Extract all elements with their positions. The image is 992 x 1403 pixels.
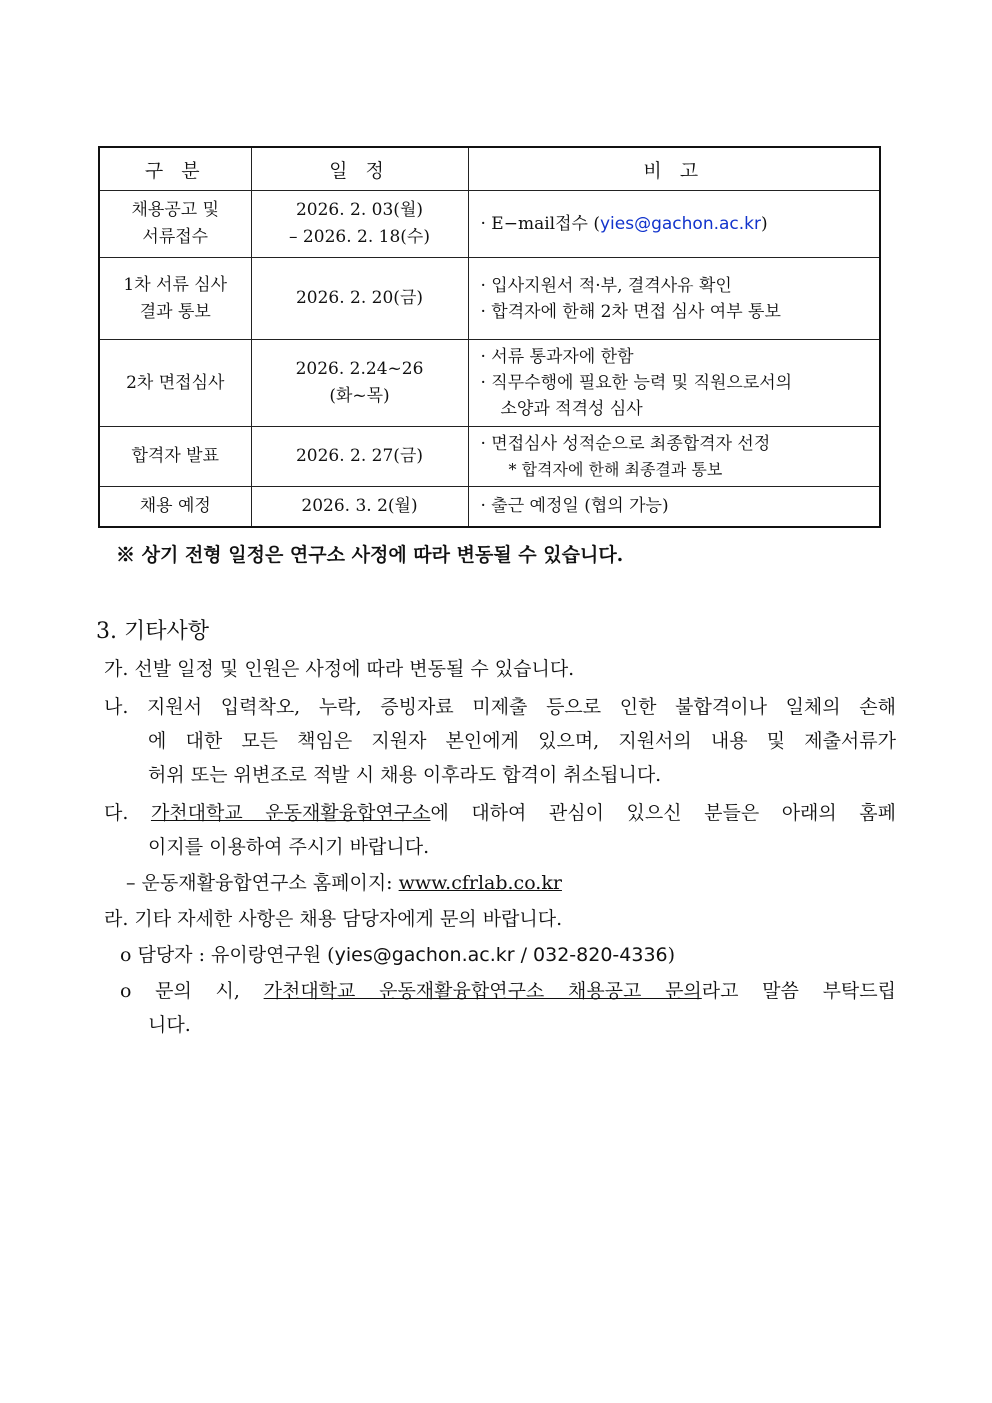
stage-cell: 채용 예정 xyxy=(99,487,251,527)
contact-line: o 담당자 : 유이랑연구원 (yies@gachon.ac.kr / 032-820-4336) xyxy=(120,944,676,966)
table-row xyxy=(99,258,880,340)
stage-cell: 채용공고 및 서류접수 xyxy=(99,191,251,258)
section-title: 3. 기타사항 xyxy=(96,619,209,644)
item-ga: 가. 선발 일정 및 인원은 사정에 따라 변동될 수 있습니다. xyxy=(104,658,575,680)
org-name: 가천대학교 운동재활융합연구소 xyxy=(150,802,431,824)
note-cell: · 입사지원서 적·부, 결격사유 확인 · 합격자에 한해 2차 면접 심사 여부 통보 xyxy=(468,258,880,340)
item-na: 나. 지원서 입력착오, 누락, 증빙자료 미제출 등으로 인한 불합격이나 일체의 손해 에 대한 모든 책임은 지원자 본인에게 있으며, 지원서의 내용 및 제출서류가 허위 또는 위변조로 적발 시 채용 이후라도 합격이 취소됩니다. xyxy=(104,696,896,786)
date-cell: 2026. 2.24~26 (화~목) xyxy=(251,340,468,427)
item-ra: 라. 기타 자세한 사항은 채용 담당자에게 문의 바랍니다. xyxy=(104,908,563,930)
date-cell: 2026. 2. 27(금) xyxy=(251,427,468,487)
item-da: 다. 가천대학교 운동재활융합연구소에 대하여 관심이 있으신 분들은 아래의 홈페 이지를 이용하여 주시기 바랍니다. xyxy=(104,802,897,858)
schedule-note: ※ 상기 전형 일정은 연구소 사정에 따라 변동될 수 있습니다. xyxy=(116,544,624,566)
stage-cell: 1차 서류 심사 결과 통보 xyxy=(99,258,251,340)
note-cell: · 서류 통과자에 한함 · 직무수행에 필요한 능력 및 직원으로서의 소양과 적격성 심사 xyxy=(468,340,880,427)
table-header-row xyxy=(99,147,880,191)
contact-email-phone[interactable]: yies@gachon.ac.kr / 032-820-4336 xyxy=(334,944,668,966)
header-note: 비 고 xyxy=(468,147,880,191)
homepage-link[interactable]: www.cfrlab.co.kr xyxy=(398,872,562,894)
stage-cell: 2차 면접심사 xyxy=(99,340,251,427)
table-row xyxy=(99,191,880,258)
homepage-line: – 운동재활융합연구소 홈페이지: www.cfrlab.co.kr xyxy=(126,872,562,894)
date-cell: 2026. 2. 03(월) – 2026. 2. 18(수) xyxy=(251,191,468,258)
stage-cell: 합격자 발표 xyxy=(99,427,251,487)
email-link[interactable]: yies@gachon.ac.kr xyxy=(599,214,761,234)
note-cell: · 출근 예정일 (협의 가능) xyxy=(468,487,880,527)
note-cell: · E−mail접수 (yies@gachon.ac.kr) xyxy=(468,191,880,258)
inquiry-line: o 문의 시, 가천대학교 운동재활융합연구소 채용공고 문의라고 말씀 부탁드립 니다. xyxy=(120,980,896,1036)
header-date: 일 정 xyxy=(251,147,468,191)
table-row xyxy=(99,487,880,527)
table-row xyxy=(99,427,880,487)
date-cell: 2026. 3. 2(월) xyxy=(251,487,468,527)
table-row xyxy=(99,340,880,427)
inquiry-subject: 가천대학교 운동재활융합연구소 채용공고 문의 xyxy=(263,980,702,1002)
schedule-table xyxy=(98,146,881,528)
note-cell: · 면접심사 성적순으로 최종합격자 선정 * 합격자에 한해 최종결과 통보 xyxy=(468,427,880,487)
date-cell: 2026. 2. 20(금) xyxy=(251,258,468,340)
header-stage: 구 분 xyxy=(99,147,251,191)
